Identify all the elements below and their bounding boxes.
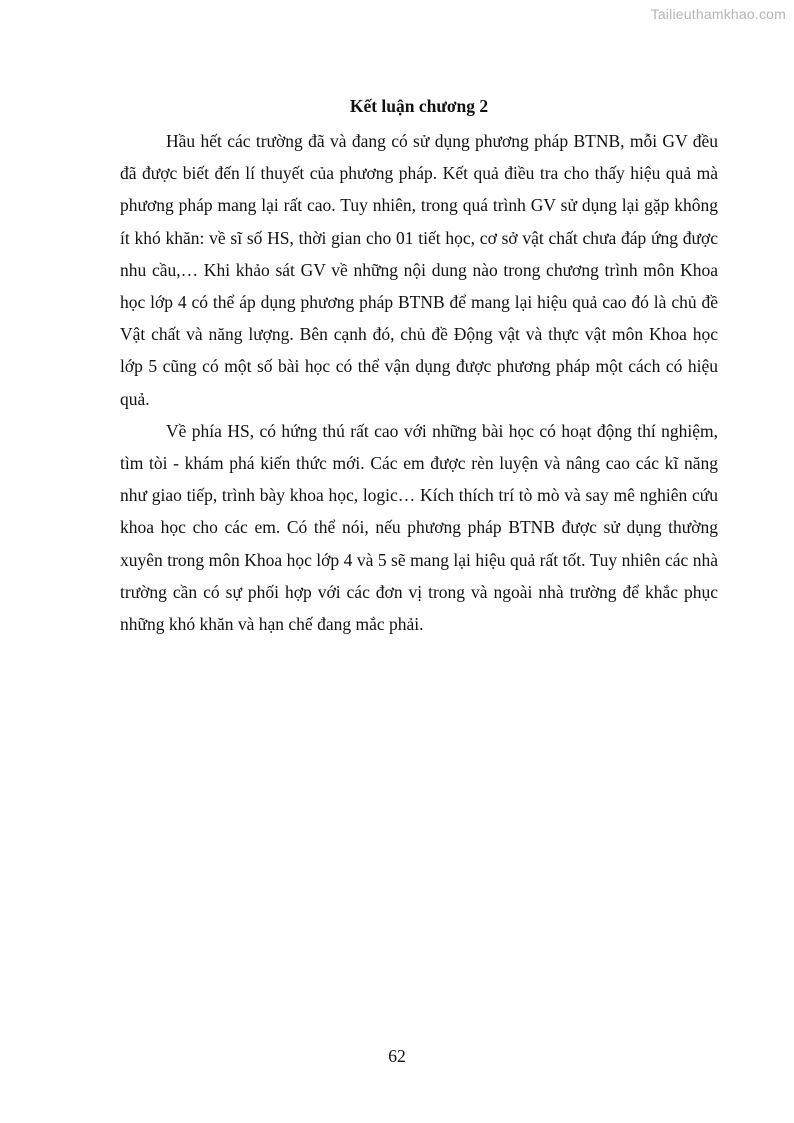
paragraph-2: Về phía HS, có hứng thú rất cao với những bài học có hoạt động thí nghiệm, tìm tòi - khám phá kiến thức mới. Các em được rèn luyện và nâng cao các kĩ năng như giao tiếp, trình bày khoa học, logic… Kích thích trí tò mò và say mê nghiên cứu khoa học cho các em. Có thể nói, nếu phương pháp BTNB được sử dụng thường xuyên trong môn Khoa học lớp 4 và 5 sẽ mang lại hiệu quả rất tốt. Tuy nhiên các nhà trường cần có sự phối hợp với các đơn vị trong và ngoài nhà trường để khắc phục những khó khăn và hạn chế đang mắc phải. bbox=[120, 420, 718, 635]
paragraph-1: Hầu hết các trường đã và đang có sử dụng phương pháp BTNB, mỗi GV đều đã được biết đến lí thuyết của phương pháp. Kết quả điều tra cho thấy hiệu quả mà phương pháp mang lại rất cao. Tuy nhiên, trong quá trình GV sử dụng lại gặp không ít khó khăn: về sĩ số HS, thời gian cho 01 tiết học, cơ sở vật chất chưa đáp ứng được nhu cầu,… Khi khảo sát GV về những nội dung nào trong chương trình môn Khoa học lớp 4 có thể áp dụng phương pháp BTNB để mang lại hiệu quả cao đó là chủ đề Vật chất và năng lượng. Bên cạnh đó, chủ đề Động vật và thực vật môn Khoa học lớp 5 cũng có một số bài học có thể vận dụng được phương pháp một cách có hiệu quả. bbox=[120, 131, 718, 409]
page-number: 62 bbox=[388, 1046, 406, 1066]
chapter-title: Kết luận chương 2 bbox=[349, 96, 489, 116]
watermark: Tailieuthamkhao.com bbox=[650, 6, 786, 22]
page-content bbox=[120, 93, 718, 640]
